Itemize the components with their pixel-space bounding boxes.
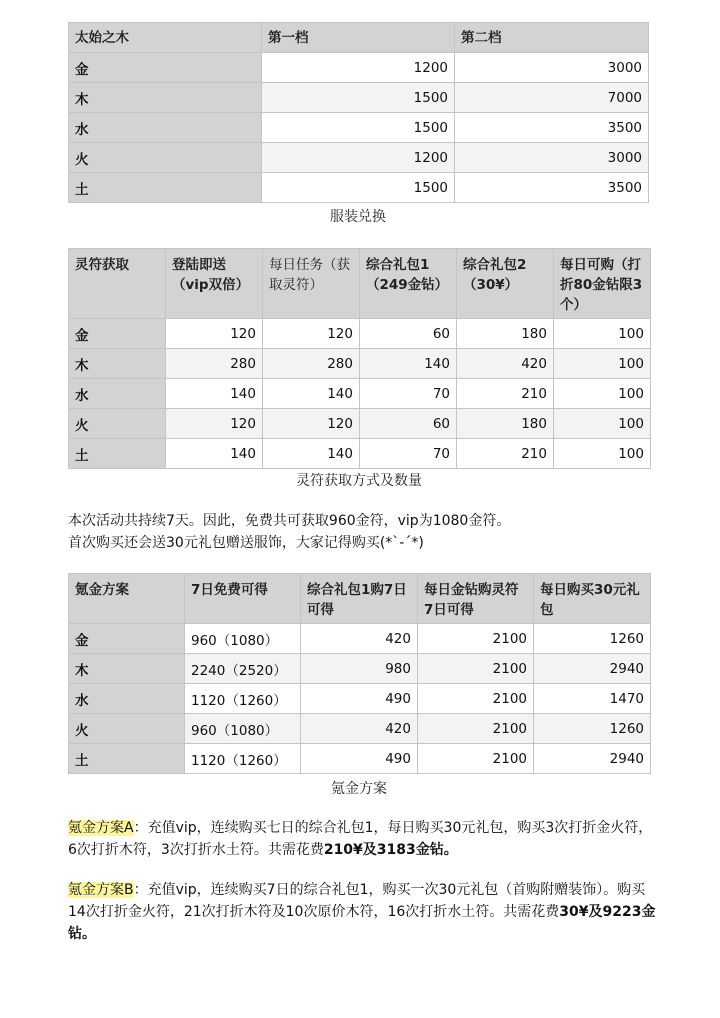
table-row (69, 439, 651, 469)
table-header: 综合礼包1购7日可得 (301, 574, 418, 624)
table-cell: 100 (554, 349, 651, 379)
table-row (69, 409, 651, 439)
row-label: 土 (69, 173, 262, 203)
table-cell: 420 (301, 624, 418, 654)
table-cell: 3000 (455, 53, 649, 83)
table-cell: 960（1080） (185, 714, 301, 744)
table-cell: 1200 (262, 143, 455, 173)
row-label: 土 (69, 744, 185, 774)
table-cell: 2940 (534, 654, 651, 684)
table-cell: 3500 (455, 113, 649, 143)
table-cell: 2940 (534, 744, 651, 774)
table-cell: 140 (360, 349, 457, 379)
table-cell: 980 (301, 654, 418, 684)
table-cell: 3000 (455, 143, 649, 173)
table-cell: 70 (360, 439, 457, 469)
table-caption: 氪金方案 (331, 781, 387, 797)
table-cell: 2100 (418, 654, 534, 684)
table-cell: 420 (301, 714, 418, 744)
row-label: 金 (69, 319, 166, 349)
row-label: 火 (69, 714, 185, 744)
table-cell: 140 (263, 379, 360, 409)
table-cell: 120 (166, 319, 263, 349)
table-cell: 2100 (418, 624, 534, 654)
info-paragraph (68, 510, 658, 554)
row-label: 金 (69, 624, 185, 654)
table-cell: 100 (554, 379, 651, 409)
table-cell: 120 (166, 409, 263, 439)
row-label: 火 (69, 143, 262, 173)
table-header: 第一档 (262, 23, 455, 53)
table-cell: 2100 (418, 744, 534, 774)
talisman-source-table (68, 248, 651, 469)
table-header: 灵符获取 (69, 249, 166, 319)
table-cell: 60 (360, 409, 457, 439)
table-cell: 280 (166, 349, 263, 379)
table-row (69, 744, 651, 774)
table-cell: 140 (166, 439, 263, 469)
plan-b-cost: 30¥及9223金钻。 (68, 904, 656, 942)
table-cell: 120 (263, 409, 360, 439)
table-cell: 120 (263, 319, 360, 349)
plan-b-text: ：充值vip，连续购买7日的综合礼包1，购买一次30元礼包（首购附赠装饰）。购买14次打折金火符，21次打折木符及10次原价木符，16次打折水土符。共需花费 (68, 882, 646, 920)
table-header: 登陆即送（vip双倍） (166, 249, 263, 319)
row-label: 金 (69, 53, 262, 83)
table-cell: 1120（1260） (185, 744, 301, 774)
table-caption: 灵符获取方式及数量 (296, 473, 422, 489)
table-header: 每日购买30元礼包 (534, 574, 651, 624)
table-cell: 420 (457, 349, 554, 379)
table-row (69, 714, 651, 744)
table-row (69, 624, 651, 654)
table-cell: 1500 (262, 83, 455, 113)
table-cell: 70 (360, 379, 457, 409)
row-label: 水 (69, 113, 262, 143)
row-label: 水 (69, 684, 185, 714)
table-row (69, 654, 651, 684)
row-label: 木 (69, 654, 185, 684)
table-cell: 960（1080） (185, 624, 301, 654)
row-label: 木 (69, 83, 262, 113)
table-cell: 2100 (418, 684, 534, 714)
table-header: 每日可购（打折80金钻限3个） (554, 249, 651, 319)
row-label: 木 (69, 349, 166, 379)
table-cell: 100 (554, 319, 651, 349)
table-cell: 1260 (534, 714, 651, 744)
table-cell: 100 (554, 439, 651, 469)
table-row (69, 83, 649, 113)
table-header: 综合礼包1（249金钻） (360, 249, 457, 319)
plan-b-paragraph (68, 879, 658, 945)
table-cell: 100 (554, 409, 651, 439)
table-cell: 210 (457, 379, 554, 409)
costume-exchange-table (68, 22, 649, 203)
plan-a-cost: 210¥及3183金钻。 (323, 842, 458, 858)
plan-a-text: ：充值vip，连续购买七日的综合礼包1，每日购买30元礼包，购买3次打折金火符，6次打折木符，3次打折水土符。共需花费 (68, 820, 653, 858)
table-header: 综合礼包2（30¥） (457, 249, 554, 319)
plan-a-label: 氪金方案A (68, 820, 134, 836)
table-row (69, 173, 649, 203)
row-label: 土 (69, 439, 166, 469)
row-label: 火 (69, 409, 166, 439)
table-cell: 7000 (455, 83, 649, 113)
table-cell: 490 (301, 684, 418, 714)
table-row (69, 53, 649, 83)
table-row (69, 684, 651, 714)
table-row (69, 379, 651, 409)
table-cell: 3500 (455, 173, 649, 203)
table-cell: 60 (360, 319, 457, 349)
table-cell: 210 (457, 439, 554, 469)
table-cell: 1260 (534, 624, 651, 654)
table-row (69, 349, 651, 379)
table-header: 氪金方案 (69, 574, 185, 624)
table-cell: 2100 (418, 714, 534, 744)
table-cell: 180 (457, 409, 554, 439)
table-cell: 1500 (262, 173, 455, 203)
table-row (69, 113, 649, 143)
row-label: 水 (69, 379, 166, 409)
table-cell: 280 (263, 349, 360, 379)
table-cell: 1500 (262, 113, 455, 143)
table-cell: 1200 (262, 53, 455, 83)
table-cell: 2240（2520） (185, 654, 301, 684)
table-cell: 1120（1260） (185, 684, 301, 714)
table-cell: 490 (301, 744, 418, 774)
plan-a-paragraph (68, 817, 658, 861)
plan-b-label: 氪金方案B (68, 882, 134, 898)
table-cell: 140 (263, 439, 360, 469)
table-row (69, 143, 649, 173)
table-cell: 180 (457, 319, 554, 349)
table-header: 太始之木 (69, 23, 262, 53)
info-line: 首次购买还会送30元礼包赠送服饰，大家记得购买(*ˋ-ˊ*) (68, 535, 424, 551)
info-line: 本次活动共持续7天。因此，免费共可获取960金符，vip为1080金符。 (68, 513, 511, 529)
table-cell: 140 (166, 379, 263, 409)
table-row (69, 319, 651, 349)
table-header: 每日任务（获取灵符） (263, 249, 360, 319)
table-cell: 1470 (534, 684, 651, 714)
table-caption: 服装兑换 (330, 209, 386, 225)
table-header: 7日免费可得 (185, 574, 301, 624)
spending-plan-table (68, 573, 651, 774)
table-header: 每日金钻购灵符7日可得 (418, 574, 534, 624)
table-header: 第二档 (455, 23, 649, 53)
